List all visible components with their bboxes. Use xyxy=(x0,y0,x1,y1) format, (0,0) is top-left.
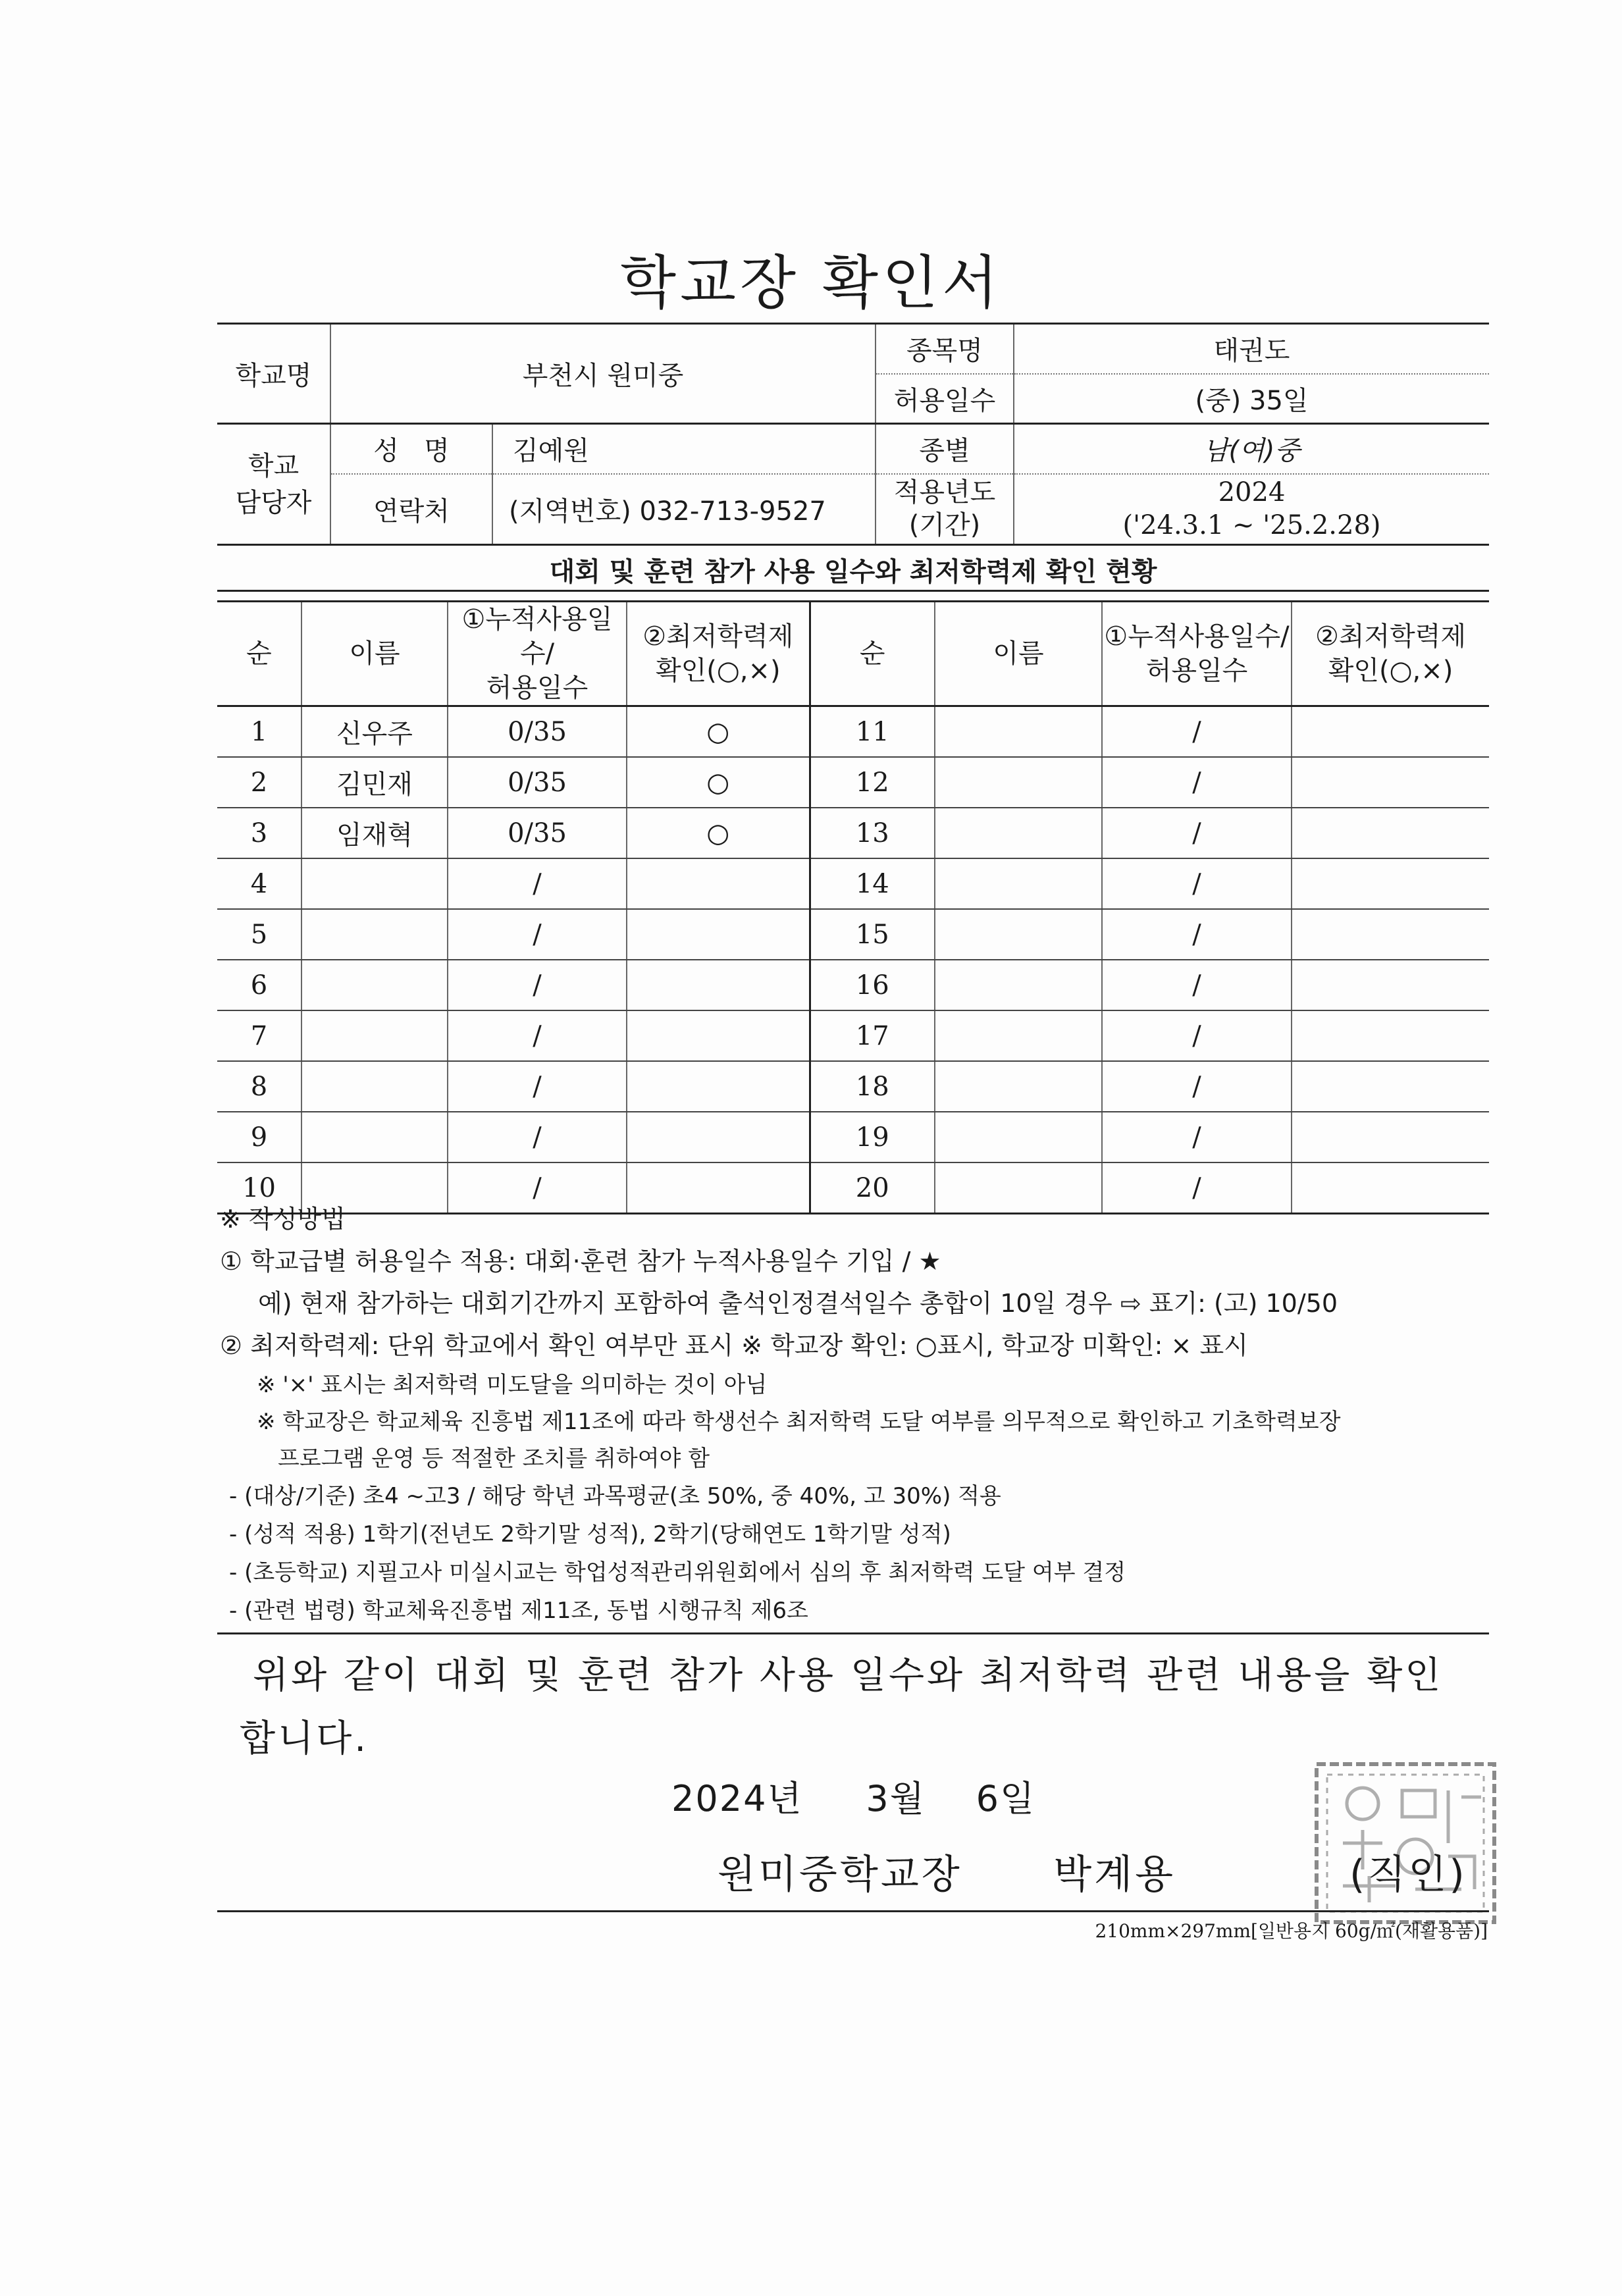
detail-2: - (성적 적용) 1학기(전년도 2학기말 성적), 2학기(당해연도 1학기말 성적) xyxy=(229,1521,951,1548)
detail-4: - (관련 법령) 학교체육진흥법 제11조, 동법 시행규칙 제6조 xyxy=(229,1598,808,1624)
table-row xyxy=(217,960,1489,1010)
detail-3: - (초등학교) 지필고사 미실시교는 학업성적관리위원회에서 심의 후 최저학력 도달 여부 결정 xyxy=(229,1559,1126,1586)
cell-days2: / xyxy=(1102,1112,1292,1162)
cell-days: / xyxy=(448,1010,627,1061)
cell-days: / xyxy=(448,1061,627,1112)
cell-check xyxy=(627,960,810,1010)
date-year: 2024년 xyxy=(671,1778,803,1819)
cell-no: 5 xyxy=(217,909,301,960)
cell-name2 xyxy=(935,1112,1102,1162)
cell-check2 xyxy=(1292,1112,1489,1162)
cell-check xyxy=(627,1061,810,1112)
issue-date xyxy=(671,1771,1035,1821)
table-row xyxy=(217,1112,1489,1162)
year-value-cell xyxy=(1014,474,1489,545)
cell-check2 xyxy=(1292,706,1489,758)
cell-name2 xyxy=(935,858,1102,909)
status-banner: 대회 및 훈련 참가 사용 일수와 최저학력제 확인 현황 xyxy=(217,554,1489,592)
cell-days: 0/35 xyxy=(448,706,627,758)
table-row xyxy=(217,858,1489,909)
cell-check2 xyxy=(1292,1010,1489,1061)
cell-days2: / xyxy=(1102,858,1292,909)
header-check-2-line1: ②최저학력제 xyxy=(1315,621,1467,652)
confirmation-line-1: 위와 같이 대회 및 훈련 참가 사용 일수와 최저학력 관련 내용을 확인 xyxy=(253,1654,1444,1697)
principal-name: 박계용 xyxy=(1053,1852,1176,1898)
year-label-line1: 적용년도 xyxy=(893,477,996,508)
sub-note-2: ※ 학교장은 학교체육 진흥법 제11조에 따라 학생선수 최저학력 도달 여부를 의무적으로 확인하고 기초학력보장 xyxy=(257,1409,1341,1435)
cell-name2 xyxy=(935,808,1102,858)
sport-label: 종목명 xyxy=(876,324,1014,374)
date-month: 3월 xyxy=(866,1778,926,1819)
name-label: 성 명 xyxy=(330,424,492,474)
cell-name xyxy=(301,858,448,909)
cell-name2 xyxy=(935,1061,1102,1112)
cell-check2 xyxy=(1292,808,1489,858)
header-days-2 xyxy=(1102,602,1292,706)
cell-no2: 15 xyxy=(810,909,935,960)
sport-value: 태권도 xyxy=(1014,324,1489,374)
cell-days2: / xyxy=(1102,1061,1292,1112)
table-row xyxy=(217,706,1489,758)
cell-days: 0/35 xyxy=(448,808,627,858)
cell-no: 2 xyxy=(217,757,301,808)
cell-check: ○ xyxy=(627,808,810,858)
note-1: ① 학교급별 허용일수 적용: 대회·훈련 참가 누적사용일수 기입 / ★ xyxy=(220,1247,941,1276)
header-check-line1: ②최저학력제 xyxy=(642,621,794,652)
cell-name: 김민재 xyxy=(301,757,448,808)
cell-days: / xyxy=(448,960,627,1010)
cell-days2: / xyxy=(1102,960,1292,1010)
name-value: 김예원 xyxy=(492,424,876,474)
cell-name2 xyxy=(935,757,1102,808)
manager-label-line1: 학교 xyxy=(248,450,300,481)
manager-label xyxy=(217,424,330,545)
cell-no2: 18 xyxy=(810,1061,935,1112)
cell-days: / xyxy=(448,1112,627,1162)
header-days xyxy=(448,602,627,706)
info-table xyxy=(217,323,1489,546)
divider-top xyxy=(217,1632,1489,1634)
date-day: 6일 xyxy=(976,1778,1036,1819)
header-check-2-line2: 확인(○,×) xyxy=(1328,656,1453,686)
cell-no2: 17 xyxy=(810,1010,935,1061)
year-value: 2024 xyxy=(1218,477,1286,508)
cell-no2: 12 xyxy=(810,757,935,808)
cell-name2 xyxy=(935,706,1102,758)
sub-note-1: ※ '×' 표시는 최저학력 미도달을 의미하는 것이 아님 xyxy=(257,1372,768,1398)
cell-days: / xyxy=(448,858,627,909)
table-row xyxy=(217,909,1489,960)
cell-no: 1 xyxy=(217,706,301,758)
cell-no2: 11 xyxy=(810,706,935,758)
school-value: 부천시 원미중 xyxy=(330,324,876,424)
cell-name2 xyxy=(935,960,1102,1010)
confirmation-text xyxy=(240,1644,1490,1771)
cell-days2: / xyxy=(1102,1010,1292,1061)
notes-heading: ※ 작성방법 xyxy=(220,1205,346,1234)
writing-instructions xyxy=(220,1198,1490,1630)
cell-check2 xyxy=(1292,960,1489,1010)
header-check-2 xyxy=(1292,602,1489,706)
contact-label: 연락처 xyxy=(330,474,492,545)
cell-days2: / xyxy=(1102,706,1292,758)
cell-name xyxy=(301,960,448,1010)
cell-no2: 20 xyxy=(810,1162,935,1214)
cell-check2 xyxy=(1292,757,1489,808)
header-days-line2: 허용일수 xyxy=(486,673,589,703)
cell-check2 xyxy=(1292,909,1489,960)
cell-days2: / xyxy=(1102,757,1292,808)
header-check-line2: 확인(○,×) xyxy=(655,656,781,686)
cell-no: 3 xyxy=(217,808,301,858)
cell-no2: 19 xyxy=(810,1112,935,1162)
note-2: ② 최저학력제: 단위 학교에서 확인 여부만 표시 ※ 학교장 확인: ○표시, 학교장 미확인: × 표시 xyxy=(220,1331,1248,1360)
header-check xyxy=(627,602,810,706)
header-days-2-line2: 허용일수 xyxy=(1145,656,1248,686)
cell-days: / xyxy=(448,909,627,960)
principal-title: 원미중학교장 xyxy=(718,1852,962,1898)
cell-no: 9 xyxy=(217,1112,301,1162)
allowed-days-label: 허용일수 xyxy=(876,374,1014,424)
cell-no: 7 xyxy=(217,1010,301,1061)
table-row xyxy=(217,1010,1489,1061)
cell-no: 10 xyxy=(217,1162,301,1214)
cell-name xyxy=(301,1112,448,1162)
school-label: 학교명 xyxy=(217,324,330,424)
cell-days: / xyxy=(448,1162,627,1214)
contact-value: (지역번호) 032-713-9527 xyxy=(492,474,876,545)
table-row xyxy=(217,1061,1489,1112)
cell-name2 xyxy=(935,1010,1102,1061)
cell-days2: / xyxy=(1102,808,1292,858)
sub-note-2-cont: 프로그램 운영 등 적절한 조치를 취하여야 함 xyxy=(278,1446,710,1472)
header-no-2: 순 xyxy=(810,602,935,706)
cell-check2 xyxy=(1292,858,1489,909)
cell-name: 신우주 xyxy=(301,706,448,758)
principal-signature xyxy=(718,1843,1176,1900)
cell-no2: 16 xyxy=(810,960,935,1010)
category-value: 남(여)중 xyxy=(1014,424,1489,474)
cell-days: 0/35 xyxy=(448,757,627,808)
period-value: ('24.3.1 ~ '25.2.28) xyxy=(1122,510,1381,541)
document-title: 학교장 확인서 xyxy=(619,249,1003,317)
header-name-2: 이름 xyxy=(935,602,1102,706)
cell-check xyxy=(627,1112,810,1162)
cell-name xyxy=(301,909,448,960)
cell-name: 임재혁 xyxy=(301,808,448,858)
table-row xyxy=(217,757,1489,808)
divider-bottom xyxy=(217,1910,1489,1912)
cell-check: ○ xyxy=(627,706,810,758)
seal-label: (직인) xyxy=(1349,1852,1467,1898)
table-header-row xyxy=(217,602,1489,706)
detail-1: - (대상/기준) 초4 ~고3 / 해당 학년 과목평균(초 50%, 중 40%, 고 30%) 적용 xyxy=(229,1483,1001,1509)
cell-no: 4 xyxy=(217,858,301,909)
cell-check xyxy=(627,1010,810,1061)
table-row xyxy=(217,808,1489,858)
year-label-line2: (기간) xyxy=(908,510,981,541)
cell-no2: 13 xyxy=(810,808,935,858)
note-1-example: 예) 현재 참가하는 대회기간까지 포함하여 출석인정결석일수 총합이 10일 경우 ⇨ 표기: (고) 10/50 xyxy=(258,1289,1338,1318)
cell-no: 6 xyxy=(217,960,301,1010)
confirmation-line-2: 합니다. xyxy=(240,1717,369,1760)
category-label: 종별 xyxy=(876,424,1014,474)
cell-days2: / xyxy=(1102,1162,1292,1214)
cell-check2 xyxy=(1292,1061,1489,1112)
header-days-2-line1: ①누적사용일수/ xyxy=(1104,621,1290,652)
cell-name2 xyxy=(935,909,1102,960)
header-days-line1: ①누적사용일수/ xyxy=(461,604,613,669)
cell-name xyxy=(301,1010,448,1061)
cell-no: 8 xyxy=(217,1061,301,1112)
header-no: 순 xyxy=(217,602,301,706)
cell-check xyxy=(627,858,810,909)
allowed-days-value: (중) 35일 xyxy=(1014,374,1489,424)
paper-spec-footer: 210mm×297mm[일반용지 60g/㎡(재활용품)] xyxy=(1095,1920,1488,1942)
participant-table xyxy=(217,600,1489,1214)
cell-check xyxy=(627,909,810,960)
year-label xyxy=(876,474,1014,545)
header-name: 이름 xyxy=(301,602,448,706)
manager-label-line2: 담당자 xyxy=(235,487,312,518)
cell-check: ○ xyxy=(627,757,810,808)
cell-name xyxy=(301,1061,448,1112)
cell-no2: 14 xyxy=(810,858,935,909)
cell-days2: / xyxy=(1102,909,1292,960)
